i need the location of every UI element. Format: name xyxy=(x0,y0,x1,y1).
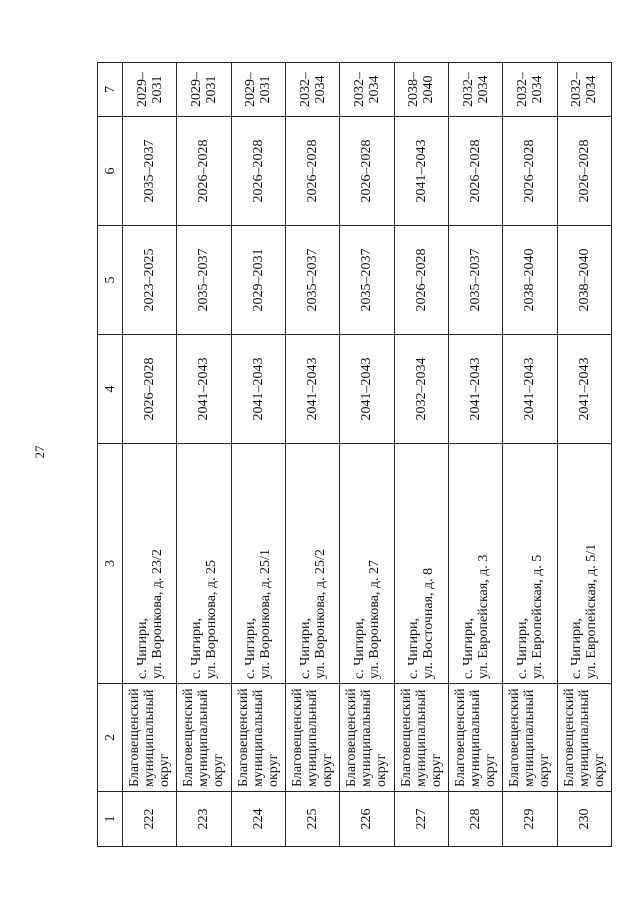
period-cell-6: 2026–2028 xyxy=(557,117,611,226)
district-line: муниципальный xyxy=(305,689,321,787)
period-cell-7: 2029–2031 xyxy=(123,63,177,117)
column-header-7: 7 xyxy=(98,63,123,117)
table-row xyxy=(177,63,231,847)
period-cell-7: 2032–2034 xyxy=(503,63,557,117)
address-line: с. Чигири, xyxy=(514,617,530,679)
district-cell xyxy=(340,684,394,792)
district-line: муниципальный xyxy=(468,689,484,787)
period-cell-6: 2026–2028 xyxy=(177,117,231,226)
column-header-3: 3 xyxy=(98,444,123,684)
period-cell-6: 2035–2037 xyxy=(123,117,177,226)
period-cell-5: 2023–2025 xyxy=(123,226,177,335)
district-line: Благовещенский xyxy=(398,688,414,787)
address-line: с. Чигири, xyxy=(243,617,259,679)
district-line: округ xyxy=(591,753,607,787)
district-cell xyxy=(557,684,611,792)
address-line: ул. Воронкова, д. 25/2 xyxy=(312,549,328,679)
district-line: муниципальный xyxy=(413,689,429,787)
district-line: округ xyxy=(428,753,444,787)
district-line: округ xyxy=(374,753,390,787)
district-line: округ xyxy=(211,753,227,787)
district-line: Благовещенский xyxy=(453,688,469,787)
address-line: с. Чигири, xyxy=(188,617,204,679)
district-line: Благовещенский xyxy=(235,688,251,787)
address-line: ул. Восточная, д. 8 xyxy=(421,567,437,679)
address-line: ул. Воронкова, д. 27 xyxy=(366,559,382,679)
period-cell-4: 2041–2043 xyxy=(557,335,611,444)
district-cell xyxy=(285,684,339,792)
period-cell-7: 2032–2034 xyxy=(557,63,611,117)
row-number: 226 xyxy=(340,792,394,847)
page-number: 27 xyxy=(32,445,47,459)
address-cell xyxy=(503,444,557,684)
period-cell-5: 2035–2037 xyxy=(177,226,231,335)
district-line: Благовещенский xyxy=(181,688,197,787)
period-cell-5: 2035–2037 xyxy=(285,226,339,335)
period-cell-5: 2038–2040 xyxy=(557,226,611,335)
period-cell-7: 2029–2031 xyxy=(231,63,285,117)
period-cell-7: 2038–2040 xyxy=(394,63,448,117)
period-cell-4: 2041–2043 xyxy=(340,335,394,444)
period-cell-6: 2026–2028 xyxy=(503,117,557,226)
row-number: 222 xyxy=(123,792,177,847)
period-cell-5: 2038–2040 xyxy=(503,226,557,335)
period-cell-4: 2041–2043 xyxy=(231,335,285,444)
period-cell-4: 2041–2043 xyxy=(285,335,339,444)
period-cell-4: 2041–2043 xyxy=(503,335,557,444)
district-cell xyxy=(448,684,502,792)
address-line: ул. Европейская, д. 3 xyxy=(475,554,491,679)
rotated-table-wrapper xyxy=(97,63,612,847)
period-cell-7: 2032–2034 xyxy=(448,63,502,117)
period-cell-5: 2035–2037 xyxy=(340,226,394,335)
address-line: ул. Воронкова, д. 25/1 xyxy=(258,549,274,679)
address-cell xyxy=(448,444,502,684)
column-header-6: 6 xyxy=(98,117,123,226)
table-row xyxy=(557,63,611,847)
district-line: округ xyxy=(483,753,499,787)
district-line: округ xyxy=(265,753,281,787)
address-line: ул. Европейская, д. 5/1 xyxy=(584,543,600,679)
district-cell xyxy=(394,684,448,792)
period-cell-7: 2032–2034 xyxy=(340,63,394,117)
row-number: 224 xyxy=(231,792,285,847)
period-cell-6: 2026–2028 xyxy=(340,117,394,226)
row-number: 227 xyxy=(394,792,448,847)
address-line: с. Чигири, xyxy=(134,617,150,679)
district-line: Благовещенский xyxy=(290,688,306,787)
address-line: с. Чигири, xyxy=(460,617,476,679)
period-cell-4: 2041–2043 xyxy=(448,335,502,444)
address-cell xyxy=(557,444,611,684)
column-header-4: 4 xyxy=(98,335,123,444)
district-line: округ xyxy=(537,753,553,787)
column-header-2: 2 xyxy=(98,684,123,792)
address-cell xyxy=(394,444,448,684)
address-cell xyxy=(231,444,285,684)
table-row xyxy=(394,63,448,847)
address-line: с. Чигири, xyxy=(569,617,585,679)
header-row xyxy=(98,63,123,847)
row-number: 223 xyxy=(177,792,231,847)
period-cell-4: 2032–2034 xyxy=(394,335,448,444)
district-cell xyxy=(231,684,285,792)
period-cell-6: 2041–2043 xyxy=(394,117,448,226)
district-line: муниципальный xyxy=(250,689,266,787)
period-cell-6: 2026–2028 xyxy=(231,117,285,226)
district-line: округ xyxy=(157,753,173,787)
schedule-table xyxy=(97,62,612,847)
address-line: с. Чигири, xyxy=(406,617,422,679)
district-line: муниципальный xyxy=(522,689,538,787)
period-cell-7: 2029–2031 xyxy=(177,63,231,117)
district-line: Благовещенский xyxy=(127,688,143,787)
district-line: муниципальный xyxy=(196,689,212,787)
row-number: 230 xyxy=(557,792,611,847)
period-cell-6: 2026–2028 xyxy=(448,117,502,226)
district-line: муниципальный xyxy=(359,689,375,787)
table-row xyxy=(285,63,339,847)
district-cell xyxy=(177,684,231,792)
period-cell-5: 2029–2031 xyxy=(231,226,285,335)
district-line: муниципальный xyxy=(142,689,158,787)
table-row xyxy=(231,63,285,847)
district-line: Благовещенский xyxy=(344,688,360,787)
district-cell xyxy=(123,684,177,792)
address-cell xyxy=(177,444,231,684)
row-number: 225 xyxy=(285,792,339,847)
address-cell xyxy=(285,444,339,684)
district-cell xyxy=(503,684,557,792)
address-line: с. Чигири, xyxy=(351,617,367,679)
table-row xyxy=(448,63,502,847)
period-cell-7: 2032–2034 xyxy=(285,63,339,117)
period-cell-6: 2026–2028 xyxy=(285,117,339,226)
district-line: округ xyxy=(320,753,336,787)
address-cell xyxy=(340,444,394,684)
period-cell-4: 2041–2043 xyxy=(177,335,231,444)
address-line: ул. Европейская, д. 5 xyxy=(529,554,545,679)
address-line: ул. Воронкова, д. 23/2 xyxy=(149,549,165,679)
row-number: 228 xyxy=(448,792,502,847)
address-line: с. Чигири, xyxy=(297,617,313,679)
district-line: муниципальный xyxy=(576,689,592,787)
table-row xyxy=(503,63,557,847)
table-body xyxy=(123,63,612,847)
district-line: Благовещенский xyxy=(561,688,577,787)
address-line: ул. Воронкова, д. 25 xyxy=(203,559,219,679)
district-line: Благовещенский xyxy=(507,688,523,787)
table-row xyxy=(340,63,394,847)
table-header xyxy=(98,63,123,847)
column-header-5: 5 xyxy=(98,226,123,335)
period-cell-4: 2026–2028 xyxy=(123,335,177,444)
row-number: 229 xyxy=(503,792,557,847)
address-cell xyxy=(123,444,177,684)
period-cell-5: 2035–2037 xyxy=(448,226,502,335)
period-cell-5: 2026–2028 xyxy=(394,226,448,335)
column-header-1: 1 xyxy=(98,792,123,847)
table-row xyxy=(123,63,177,847)
